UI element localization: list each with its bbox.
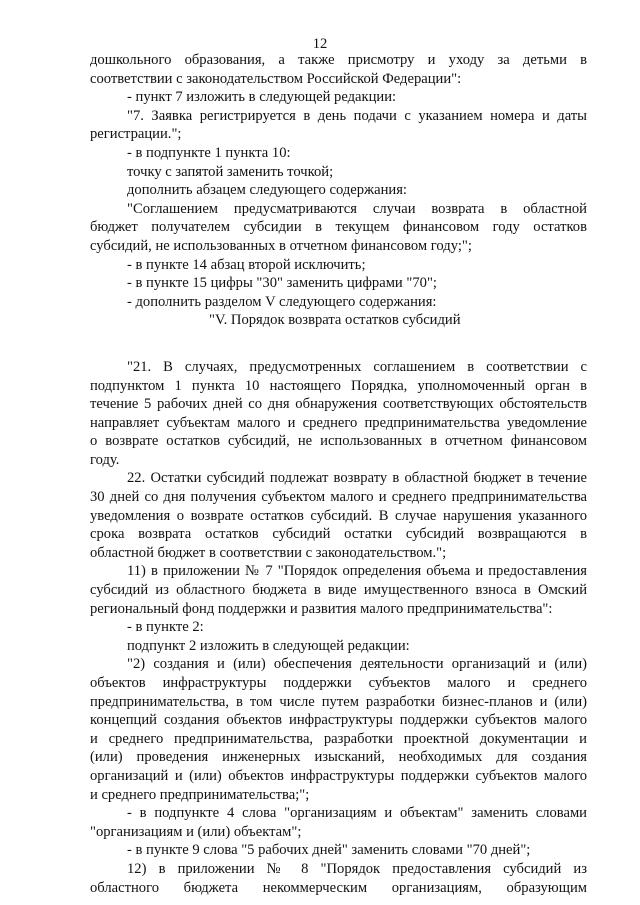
blank-line xyxy=(90,330,587,358)
text-line: предпринимательства, в том числе путем разработки бизнес-планов и (или) xyxy=(90,693,587,710)
text-line: "7. Заявка регистрируется в день подачи с указанием номера и даты xyxy=(127,107,587,124)
text-line: подпункт 2 изложить в следующей редакции: xyxy=(127,637,410,654)
text-line: - в пункте 15 цифры "30" заменить цифрами "70"; xyxy=(127,275,437,292)
text-line: объектов инфраструктуры поддержки субъектов малого и среднего xyxy=(90,675,587,691)
text-line: субсидий, не использованных в отчетном финансовом году;"; xyxy=(90,237,472,254)
text-line: и среднего предпринимательства;"; xyxy=(90,786,310,803)
text-line: (или) проведения инженерных изысканий, необходимых для создания xyxy=(90,749,587,766)
text-line: организаций и (или) объектов инфраструктуры поддержки субъектов малого xyxy=(90,767,587,784)
text-line: соответствии с законодательством Российской Федерации": xyxy=(90,70,462,87)
text-line: - пункт 7 изложить в следующей редакции: xyxy=(127,89,397,106)
text-line: бюджет получателем субсидии в текущем финансовом году остатков xyxy=(90,219,587,236)
text-line: году. xyxy=(90,451,120,468)
text-line: и среднего предпринимательства, разработки проектной документации и xyxy=(90,730,587,747)
text-line: течение 5 рабочих дней со дня обнаружения соответствующих обстоятельств xyxy=(90,396,587,413)
text-line: - в пункте 9 слова "5 рабочих дней" заменить словами "70 дней"; xyxy=(127,842,531,859)
text-line: о возврате остатков субсидий, не использованных в отчетном финансовом xyxy=(90,433,587,450)
text-line: "V. Порядок возврата остатков субсидий xyxy=(209,312,461,329)
text-line: концепций создания объектов инфраструктуры поддержки субъектов малого xyxy=(90,712,587,729)
text-line: - в пункте 14 абзац второй исключить; xyxy=(127,256,366,273)
document-body xyxy=(90,51,587,897)
text-line: подпунктом 1 пункта 10 настоящего Порядка, уполномоченный орган в xyxy=(90,377,587,394)
text-line: "организациям и (или) объектам"; xyxy=(90,823,302,840)
text-line: субсидий из областного бюджета в виде имущественного взноса в Омский xyxy=(90,582,587,599)
text-line: - в подпункте 4 слова "организациям и объектам" заменить словами xyxy=(127,805,587,822)
text-line: уведомления о возврате остатков субсидий. В случае нарушения указанного xyxy=(90,507,587,524)
text-line: направляет субъектам малого и среднего предпринимательства уведомление xyxy=(90,414,587,431)
text-line: регистрации."; xyxy=(90,126,182,143)
text-line: 12) в приложении № 8 "Порядок предоставления субсидий из xyxy=(127,860,587,877)
text-line: "21. В случаях, предусмотренных соглашением в соответствии с xyxy=(127,358,587,375)
text-line: - дополнить разделом V следующего содержания: xyxy=(127,293,437,310)
text-line: "2) создания и (или) обеспечения деятельности организаций и (или) xyxy=(127,656,587,673)
text-line: "Соглашением предусматриваются случаи возврата в областной xyxy=(127,200,587,217)
text-line: 11) в приложении № 7 "Порядок определения объема и предоставления xyxy=(127,563,587,580)
text-line: региональный фонд поддержки и развития малого предпринимательства": xyxy=(90,600,553,617)
text-line: точку с запятой заменить точкой; xyxy=(127,163,334,180)
text-line: дошкольного образования, а также присмотру и уходу за детьми в xyxy=(90,52,587,68)
text-line: срока возврата остатков субсидий остатки субсидий возвращаются в xyxy=(90,526,587,543)
text-line: - в пункте 2: xyxy=(127,619,204,636)
text-line: 30 дней со дня получения субъектом малого и среднего предпринимательства xyxy=(90,489,587,506)
text-line: областного бюджета некоммерческим организациям, образующим xyxy=(90,879,587,896)
text-line: областной бюджет в соответствии с законодательством."; xyxy=(90,544,447,561)
text-line: дополнить абзацем следующего содержания: xyxy=(127,182,407,199)
page-number: 12 xyxy=(312,36,328,52)
text-line: - в подпункте 1 пункта 10: xyxy=(127,144,291,161)
text-line: 22. Остатки субсидий подлежат возврату в областной бюджет в течение xyxy=(127,470,587,487)
